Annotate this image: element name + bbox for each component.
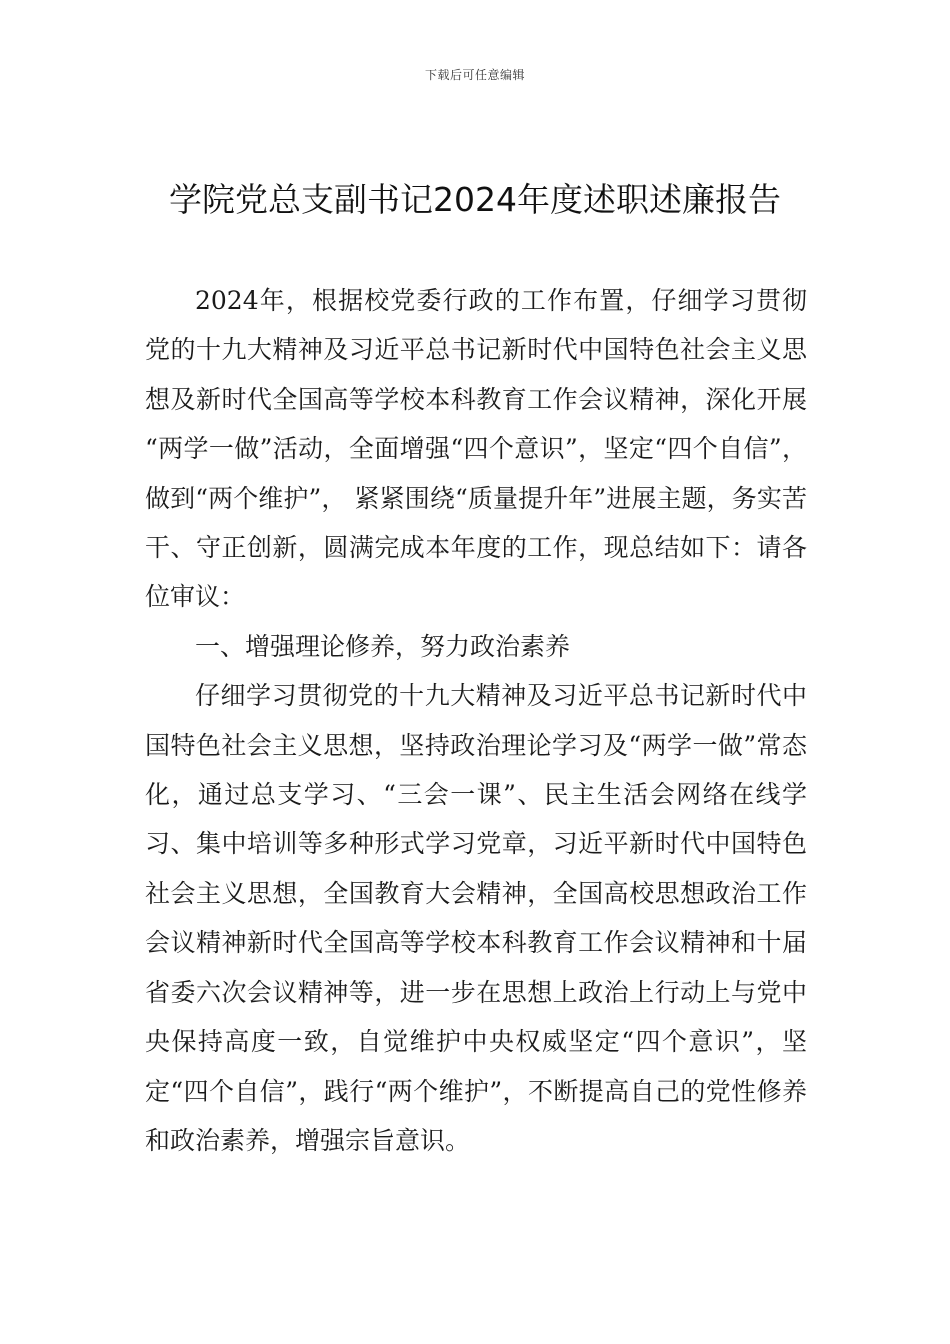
intro-paragraph: 2024年，根据校党委行政的工作布置，仔细学习贯彻党的十九大精神及习近平总书记新时代中国特色社会主义思想及新时代全国高等学校本科教育工作会议精神，深化开展 “两学一做”活动，全面增强“四个意识”，坚定“四个自信”，做到“两个维护”， 紧紧围绕“质量提升年”进展主题，务实苦干、守正创新，圆满完成本年度的工作，现总结如下：请各位审议： xyxy=(145,286,807,612)
section-heading: 一、增强理论修养，努力政治素养 xyxy=(195,631,571,661)
section-paragraph: 仔细学习贯彻党的十九大精神及习近平总书记新时代中国特色社会主义思想，坚持政治理论学习及“两学一做”常态化，通过总支学习、“三会一课”、民主生活会网络在线学习、集中培训等多种形式学习党章，习近平新时代中国特色社会主义思想，全国教育大会精神，全国高校思想政治工作会议精神新时代全国高等学校本科教育工作会议精神和十届省委六次会议精神等，进一步在思想上政治上行动上与党中央保持高度一致，自觉维护中央权威坚定“四个意识”，坚定“四个自信”，践行“两个维护”，不断提高自己的党性修养和政治素养，增强宗旨意识。 xyxy=(145,681,807,1155)
header-note: 下载后可任意编辑 xyxy=(424,68,525,82)
document-body xyxy=(145,276,807,1165)
document-title: 学院党总支副书记2024年度述职述廉报告 xyxy=(169,180,781,219)
